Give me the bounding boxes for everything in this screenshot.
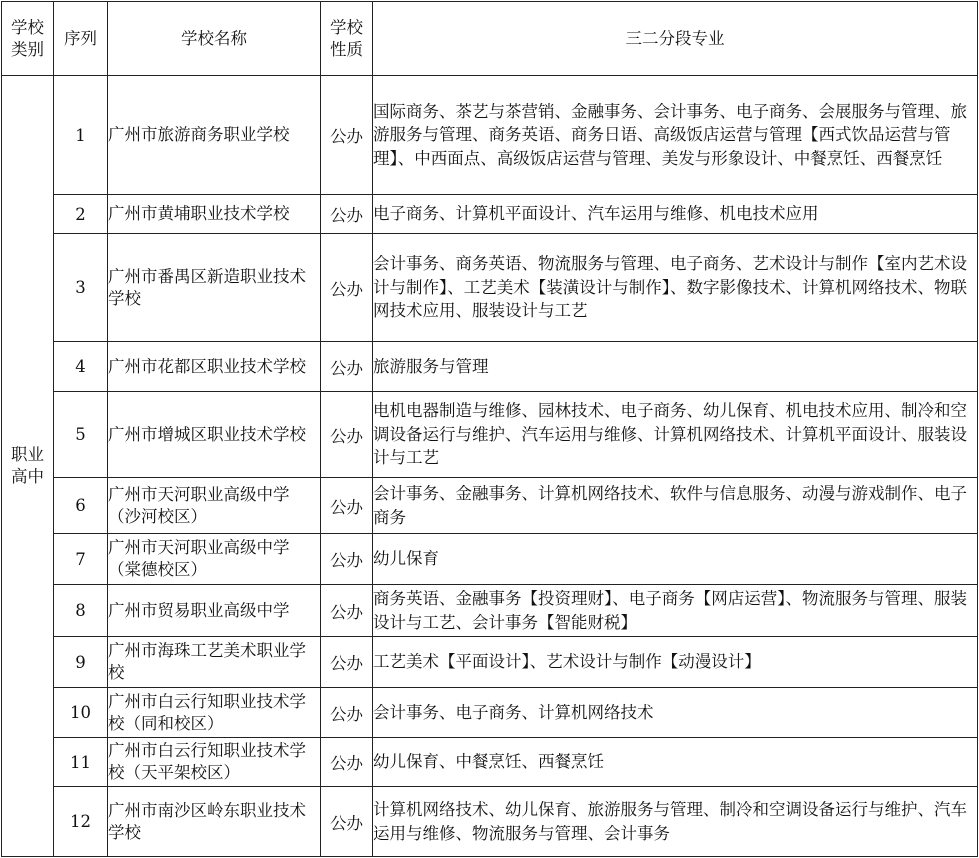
header-majors: 三二分段专业: [373, 2, 978, 76]
row-index: 3: [54, 234, 108, 342]
row-school-name: 广州市增城区职业技术学校: [108, 392, 321, 478]
category-line1: 职业: [11, 445, 44, 464]
row-school-type: 公办: [321, 392, 373, 478]
row-majors: 幼儿保育、中餐烹饪、西餐烹饪: [373, 738, 978, 787]
row-school-type: 公办: [321, 534, 373, 585]
header-type-line2: 性质: [330, 39, 363, 59]
row-school-name: 广州市贸易职业高级中学: [108, 585, 321, 637]
row-school-name: 广州市花都区职业技术学校: [108, 342, 321, 392]
school-majors-table: [1, 1, 978, 857]
row-school-name: 广州市天河职业高级中学（棠德校区）: [108, 534, 321, 585]
row-school-name: 广州市旅游商务职业学校: [108, 76, 321, 195]
row-index: 10: [54, 688, 108, 738]
row-majors: 电机电器制造与维修、园林技术、电子商务、幼儿保育、机电技术应用、制冷和空调设备运行与维护、汽车运用与维修、计算机网络技术、计算机平面设计、服装设计与工艺: [373, 392, 978, 478]
table-row: [2, 688, 978, 738]
row-school-name: 广州市黄埔职业技术学校: [108, 195, 321, 234]
row-majors: 会计事务、电子商务、计算机网络技术: [373, 688, 978, 738]
header-category-line1: 学校: [11, 17, 44, 37]
row-index: 1: [54, 76, 108, 195]
header-type: [321, 2, 373, 76]
row-school-type: 公办: [321, 478, 373, 534]
row-index: 6: [54, 478, 108, 534]
row-majors: 幼儿保育: [373, 534, 978, 585]
row-index: 5: [54, 392, 108, 478]
category-cell: [2, 76, 54, 857]
row-school-name: 广州市白云行知职业技术学校（同和校区）: [108, 688, 321, 738]
row-index: 8: [54, 585, 108, 637]
header-type-line1: 学校: [330, 17, 363, 37]
category-line2: 高中: [11, 467, 44, 486]
header-category-line2: 类别: [11, 39, 44, 59]
row-school-type: 公办: [321, 738, 373, 787]
header-index: 序列: [54, 2, 108, 76]
row-majors: 商务英语、金融事务【投资理财】、电子商务【网店运营】、物流服务与管理、服装设计与工艺、会计事务【智能财税】: [373, 585, 978, 637]
table-row: [2, 76, 978, 195]
row-school-type: 公办: [321, 688, 373, 738]
row-index: 9: [54, 637, 108, 688]
row-school-type: 公办: [321, 585, 373, 637]
table-row: [2, 234, 978, 342]
row-school-type: 公办: [321, 76, 373, 195]
row-school-type: 公办: [321, 342, 373, 392]
row-index: 4: [54, 342, 108, 392]
row-school-name: 广州市南沙区岭东职业技术学校: [108, 787, 321, 857]
row-school-type: 公办: [321, 637, 373, 688]
row-school-name: 广州市番禺区新造职业技术学校: [108, 234, 321, 342]
table-row: [2, 392, 978, 478]
row-school-name: 广州市天河职业高级中学（沙河校区）: [108, 478, 321, 534]
table-row: [2, 342, 978, 392]
row-school-name: 广州市白云行知职业技术学校（天平架校区）: [108, 738, 321, 787]
table-row: [2, 195, 978, 234]
row-majors: 计算机网络技术、幼儿保育、旅游服务与管理、制冷和空调设备运行与维护、汽车运用与维修、物流服务与管理、会计事务: [373, 787, 978, 857]
row-index: 7: [54, 534, 108, 585]
row-majors: 国际商务、茶艺与茶营销、金融事务、会计事务、电子商务、会展服务与管理、旅游服务与管理、商务英语、商务日语、高级饭店运营与管理【西式饮品运营与管理】、中西面点、高级饭店运营与管理、美发与形象设计、中餐烹饪、西餐烹饪: [373, 76, 978, 195]
table-header-row: [2, 2, 978, 76]
row-majors: 会计事务、金融事务、计算机网络技术、软件与信息服务、动漫与游戏制作、电子商务: [373, 478, 978, 534]
row-school-type: 公办: [321, 195, 373, 234]
table-row: [2, 534, 978, 585]
row-school-type: 公办: [321, 787, 373, 857]
row-index: 2: [54, 195, 108, 234]
row-majors: 旅游服务与管理: [373, 342, 978, 392]
table-row: [2, 787, 978, 857]
header-school-name: 学校名称: [108, 2, 321, 76]
row-school-name: 广州市海珠工艺美术职业学校: [108, 637, 321, 688]
header-category: [2, 2, 54, 76]
table-row: [2, 585, 978, 637]
row-school-type: 公办: [321, 234, 373, 342]
row-majors: 电子商务、计算机平面设计、汽车运用与维修、机电技术应用: [373, 195, 978, 234]
table-row: [2, 738, 978, 787]
row-index: 11: [54, 738, 108, 787]
table-row: [2, 637, 978, 688]
table-row: [2, 478, 978, 534]
row-majors: 工艺美术【平面设计】、艺术设计与制作【动漫设计】: [373, 637, 978, 688]
row-index: 12: [54, 787, 108, 857]
row-majors: 会计事务、商务英语、物流服务与管理、电子商务、艺术设计与制作【室内艺术设计与制作】、工艺美术【装潢设计与制作】、数字影像技术、计算机网络技术、物联网技术应用、服装设计与工艺: [373, 234, 978, 342]
